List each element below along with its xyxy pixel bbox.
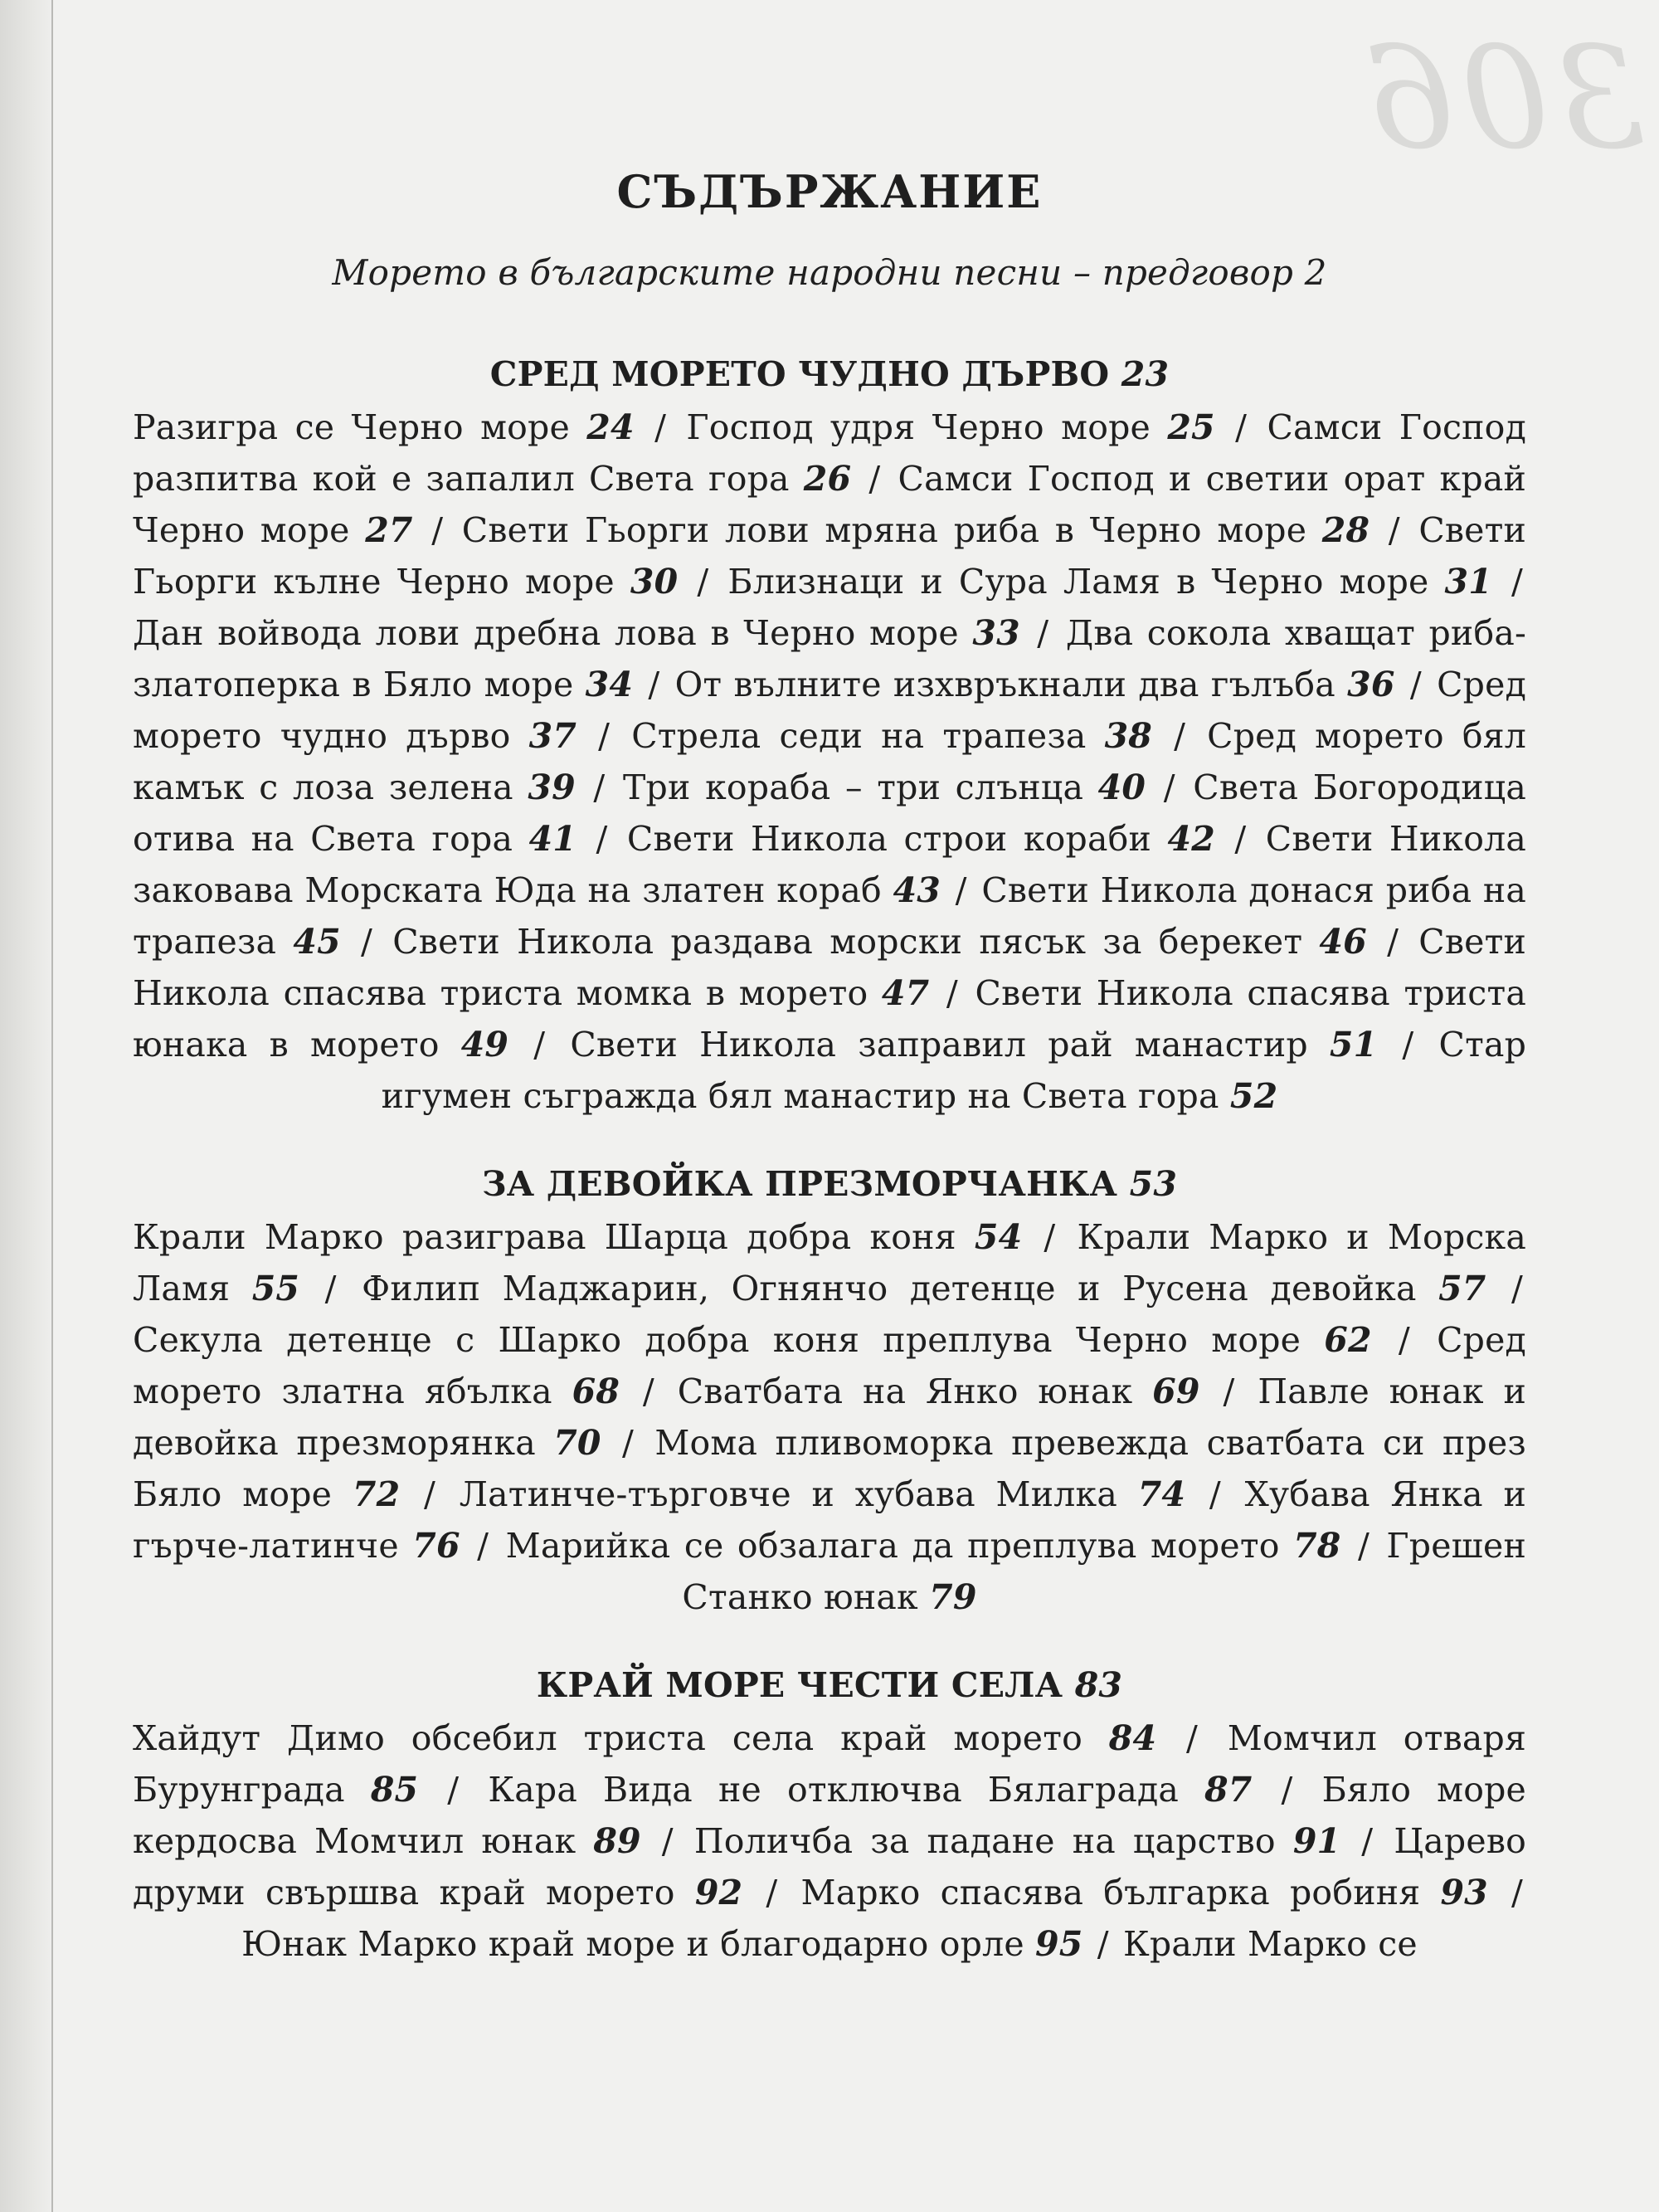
entry-title: Свети Гьорги кълне Черно море [133, 510, 1527, 602]
sections-container [133, 348, 1526, 1970]
entry-separator: / [1489, 1269, 1524, 1308]
section-heading [133, 1659, 1526, 1711]
entry-title: Свети Никола заправил рай манастир [570, 1025, 1308, 1065]
entry-page: 68 [572, 1372, 620, 1411]
entry-separator: / [637, 407, 684, 447]
entry-page: 79 [929, 1577, 977, 1617]
entry-page: 69 [1152, 1372, 1200, 1411]
entry-title: Бяло море кердосва Момчил юнак [133, 1770, 1526, 1861]
entry-page: 33 [972, 613, 1020, 653]
entry-title: Мома пливоморка превежда сватбата си през Бяло море [133, 1423, 1526, 1514]
entry-separator: / [944, 870, 979, 910]
toc-entry [133, 613, 1020, 653]
entry-page: 25 [1167, 407, 1215, 447]
entry-page: 46 [1319, 922, 1367, 962]
entry-separator: / [1255, 1770, 1319, 1810]
entry-page: 43 [893, 870, 941, 910]
entry-page: 42 [1167, 819, 1215, 859]
book-gutter [0, 0, 53, 2212]
entry-title: Поличба за падане на царство [693, 1821, 1276, 1861]
entry-page: 37 [528, 716, 577, 756]
entry-title: Филип Маджарин, Огнянчо детенце и Русена девойка [362, 1269, 1417, 1308]
entry-page: 47 [881, 973, 930, 1013]
entry-title: Самси Господ разпитва кой е запалил Света гора [133, 407, 1527, 499]
entry-separator: / [1155, 716, 1204, 756]
entry-title: Свети Никола донася риба на трапеза [133, 870, 1527, 962]
entry-page: 62 [1324, 1320, 1372, 1360]
page-title: СЪДЪРЖАНИЕ [616, 165, 1043, 218]
toc-entry [570, 1025, 1377, 1065]
entry-title: Момчил отваря Бурунграда [133, 1718, 1527, 1810]
entry-separator: / [644, 1821, 691, 1861]
entry-separator: / [604, 1423, 652, 1463]
entry-separator: / [578, 767, 620, 807]
entry-page: 70 [553, 1423, 601, 1463]
entry-title: Свети Никола спасява триста момка в морето [133, 922, 1527, 1013]
toc-entry [241, 1924, 1082, 1964]
section-entries [133, 1713, 1526, 1970]
entry-title: Три кораба – три слънца [622, 767, 1084, 807]
toc-entry [392, 922, 1367, 962]
entry-separator: / [1373, 510, 1416, 550]
entry-title: Кара Вида не отключва Бялаграда [488, 1770, 1180, 1810]
entry-title: Самси Господ и светии орат край Черно море [133, 459, 1526, 550]
entry-page: 93 [1440, 1873, 1488, 1912]
entry-separator: / [1218, 819, 1262, 859]
preface-entry [133, 247, 1526, 299]
toc-entry [133, 407, 635, 447]
toc-entry [694, 1821, 1340, 1861]
entry-page: 52 [1229, 1076, 1278, 1116]
entry-separator: / [403, 1474, 456, 1514]
section-title: СРЕД МОРЕТО ЧУДНО ДЪРВО [489, 354, 1110, 394]
entry-separator: / [416, 510, 459, 550]
toc-entry [133, 1718, 1156, 1758]
section-entries [133, 402, 1526, 1122]
entry-page: 45 [293, 922, 341, 962]
entry-title: Юнак Марко край море и благодарно орле [241, 1924, 1024, 1964]
entry-page: 27 [365, 510, 413, 550]
entry-title: Царево друми свършва край морето [133, 1821, 1526, 1912]
entry-page: 31 [1444, 562, 1492, 602]
entry-title: Свети Гьорги лови мряна риба в Черно море [461, 510, 1307, 550]
bleed-through-page-number: 306 [1360, 17, 1644, 181]
entry-page: 76 [412, 1526, 460, 1566]
entry-page: 36 [1347, 665, 1395, 704]
entry-separator: / [636, 665, 672, 704]
entry-title: Секула детенце с Шарко добра коня преплува Черно море [133, 1320, 1301, 1360]
entry-title: Господ удря Черно море [686, 407, 1151, 447]
toc-entry [801, 1873, 1488, 1912]
entry-title: Крали Марко разиграва Шарца добра коня [133, 1217, 956, 1257]
toc-entry [462, 510, 1370, 550]
entry-separator: / [1218, 407, 1264, 447]
entry-page: 92 [694, 1873, 743, 1912]
entry-page: 49 [460, 1025, 509, 1065]
entry-page: 28 [1321, 510, 1370, 550]
entry-separator: / [1374, 1320, 1434, 1360]
entry-title: Свети Никола заковава Морската Юда на златен кораб [133, 819, 1527, 910]
toc-entry [133, 1217, 1022, 1257]
table-of-contents [133, 166, 1526, 2006]
entry-separator: / [1086, 1924, 1120, 1964]
section-heading [133, 1158, 1526, 1210]
entry-page: 30 [630, 562, 679, 602]
entry-title: Марийка се обзалага да преплува морето [505, 1526, 1280, 1566]
entry-separator: / [1370, 922, 1416, 962]
section-page: 83 [1074, 1665, 1123, 1705]
toc-entry [627, 819, 1215, 859]
entry-page: 26 [803, 459, 852, 499]
toc-entry [686, 407, 1214, 447]
entry-separator: / [932, 973, 972, 1013]
entry-separator: / [303, 1269, 359, 1308]
entry-separator: / [746, 1873, 798, 1912]
entry-page: 72 [352, 1474, 401, 1514]
entry-separator: / [421, 1770, 485, 1810]
entry-page: 87 [1204, 1770, 1253, 1810]
entry-page: 89 [593, 1821, 641, 1861]
entry-separator: / [854, 459, 895, 499]
entry-title: Дан войвода лови дребна лова в Черно море [133, 613, 959, 653]
entry-separator: / [1189, 1474, 1242, 1514]
entry-page: 84 [1108, 1718, 1157, 1758]
entry-title: Сред морето златна ябълка [133, 1320, 1527, 1411]
entry-title: Сред морето бял камък с лоза зелена [133, 716, 1527, 807]
section-entries [133, 1211, 1526, 1623]
entry-separator: / [512, 1025, 567, 1065]
toc-entry [631, 716, 1152, 756]
entry-title: От вълните изхвръкнали два гълъба [674, 665, 1335, 704]
toc-entry [678, 1372, 1200, 1411]
section-page: 23 [1121, 354, 1170, 394]
entry-page: 91 [1292, 1821, 1341, 1861]
entry-separator: / [580, 819, 624, 859]
entry-title: Разигра се Черно море [133, 407, 570, 447]
entry-page: 74 [1137, 1474, 1186, 1514]
entry-separator: / [1149, 767, 1190, 807]
entry-page: 38 [1104, 716, 1153, 756]
entry-title: Свети Никола раздава морски пясък за берекет [392, 922, 1303, 962]
entry-page: 57 [1438, 1269, 1486, 1308]
entry-title: Сред морето чудно дърво [133, 665, 1527, 756]
entry-title: Стрела седи на трапеза [631, 716, 1087, 756]
toc-entry [488, 1770, 1252, 1810]
toc-entry [623, 767, 1146, 807]
entry-page: 54 [974, 1217, 1023, 1257]
section-page: 53 [1129, 1164, 1178, 1204]
entry-separator: / [1203, 1372, 1255, 1411]
entry-title: Хайдут Димо обсебил триста села край морето [133, 1718, 1083, 1758]
entry-page: 78 [1293, 1526, 1341, 1566]
toc-entry [460, 1474, 1185, 1514]
toc-entry [362, 1269, 1486, 1308]
entry-separator: / [1025, 1217, 1074, 1257]
section-title: КРАЙ МОРЕ ЧЕСТИ СЕЛА [536, 1665, 1063, 1705]
entry-title: Свети Никола спасява триста юнака в морето [133, 973, 1526, 1065]
toc-entry [1123, 1924, 1418, 1964]
entry-page: 24 [586, 407, 635, 447]
entry-title: Хубава Янка и гърче-латинче [133, 1474, 1527, 1566]
entry-separator: / [1344, 1526, 1384, 1566]
toc-entry [727, 562, 1492, 602]
entry-title: Марко спасява българка робиня [800, 1873, 1421, 1912]
entry-title: Сватбата на Янко юнак [677, 1372, 1133, 1411]
entry-page: 55 [251, 1269, 300, 1308]
toc-entry [675, 665, 1395, 704]
entry-title: Стар игумен съгражда бял манастир на Света гора [381, 1025, 1527, 1116]
entry-separator: / [580, 716, 629, 756]
entry-separator: / [343, 922, 390, 962]
entry-title: Павле юнак и девойка презморянка [133, 1372, 1527, 1463]
entry-separator: / [1344, 1821, 1391, 1861]
entry-page: 85 [370, 1770, 419, 1810]
entry-title: Света Богородица отива на Света гора [133, 767, 1526, 859]
entry-page: 34 [585, 665, 634, 704]
entry-separator: / [1496, 562, 1524, 602]
entry-page: 51 [1329, 1025, 1378, 1065]
entry-separator: / [1398, 665, 1434, 704]
entry-title: Крали Марко се [1123, 1924, 1418, 1964]
entry-title: Два сокола хващат риба-златоперка в Бяло море [133, 613, 1527, 704]
entry-separator: / [1023, 613, 1063, 653]
entry-title: Грешен Станко юнак [682, 1526, 1526, 1617]
preface-page: 2 [1304, 252, 1327, 293]
entry-separator: / [1491, 1873, 1524, 1912]
preface-title: Морето в българските народни песни – предговор [332, 252, 1294, 293]
entry-separator: / [623, 1372, 674, 1411]
entry-separator: / [681, 562, 725, 602]
entry-separator: / [1380, 1025, 1436, 1065]
toc-entry [133, 1320, 1372, 1360]
entry-title: Крали Марко и Морска Ламя [133, 1217, 1527, 1308]
section-heading [133, 348, 1526, 400]
entry-page: 40 [1097, 767, 1146, 807]
entry-title: Близнаци и Сура Ламя в Черно море [727, 562, 1429, 602]
entry-page: 39 [528, 767, 576, 807]
entry-separator: / [1160, 1718, 1224, 1758]
section-title: ЗА ДЕВОЙКА ПРЕЗМОРЧАНКА [481, 1164, 1118, 1204]
entry-page: 95 [1035, 1924, 1083, 1964]
toc-entry [506, 1526, 1341, 1566]
entry-separator: / [463, 1526, 503, 1566]
entry-page: 41 [528, 819, 577, 859]
entry-title: Латинче-търговче и хубава Милка [459, 1474, 1117, 1514]
entry-title: Свети Никола строи кораби [626, 819, 1152, 859]
